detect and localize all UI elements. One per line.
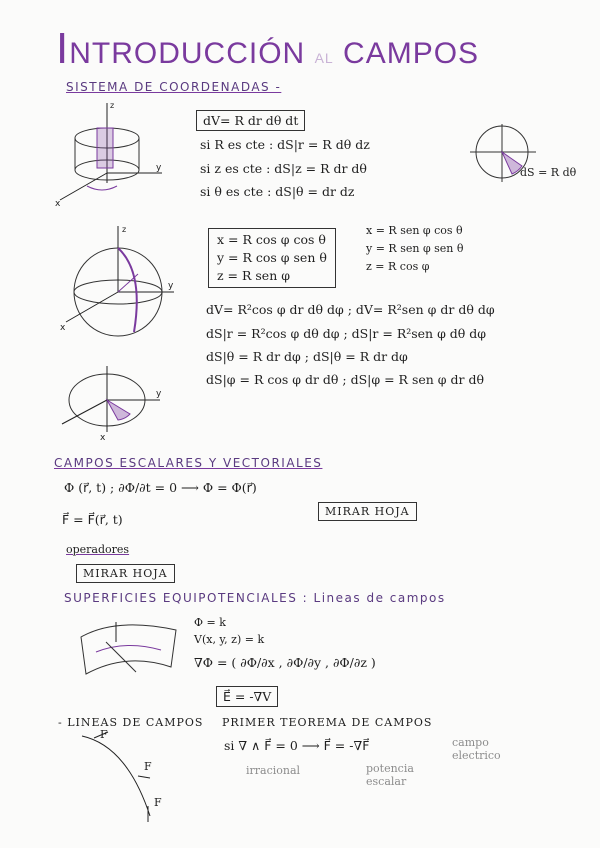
title-second: CAMPOS bbox=[343, 37, 480, 70]
section-fields-heading: CAMPOS ESCALARES Y VECTORIALES bbox=[54, 456, 323, 470]
f-label-3: F bbox=[154, 796, 162, 809]
svg-text:x: x bbox=[60, 323, 66, 333]
spherical-box bbox=[208, 228, 336, 288]
electric-note-2: electrico bbox=[452, 749, 501, 762]
mirar-hoja-badge: MIRAR HOJA bbox=[318, 502, 417, 521]
sphere-diagram bbox=[56, 222, 186, 342]
sph-line-4: dS|φ = R cos φ dr dθ ; dS|φ = R sen φ dr dθ bbox=[206, 372, 484, 387]
electric-field-note bbox=[452, 736, 501, 762]
sph-line-3: dS|θ = R dr dφ ; dS|θ = R dr dφ bbox=[206, 349, 408, 364]
potential-note-2: escalar bbox=[366, 775, 407, 788]
electric-note-1: campo bbox=[452, 736, 489, 749]
ds-label: dS = R dθ bbox=[520, 166, 577, 179]
f-label-2: F bbox=[144, 760, 152, 773]
gradient-line: ∇Φ = ( ∂Φ/∂x , ∂Φ/∂y , ∂Φ/∂z ) bbox=[194, 655, 376, 670]
svg-text:x: x bbox=[55, 199, 61, 208]
first-theorem-heading: PRIMER TEOREMA DE CAMPOS bbox=[222, 716, 433, 729]
ellipse-diagram bbox=[52, 362, 172, 442]
irrational-note: irracional bbox=[246, 764, 301, 777]
cyl-line-3: si θ es cte : dS|θ = dr dz bbox=[200, 184, 355, 199]
section-equipotential-heading: SUPERFICIES EQUIPOTENCIALES : Lineas de campos bbox=[64, 591, 446, 605]
cylinder-diagram bbox=[52, 98, 172, 208]
cyl-line-1: si R es cte : dS|r = R dθ dz bbox=[200, 137, 370, 152]
volume-element-box: dV= R dr dθ dt bbox=[196, 110, 305, 131]
title-first-letter: I bbox=[56, 24, 70, 73]
polar-diagram bbox=[460, 120, 550, 190]
sph-line-2: dS|r = R²cos φ dθ dφ ; dS|r = R²sen φ dθ dφ bbox=[206, 326, 487, 341]
svg-text:y: y bbox=[156, 163, 162, 173]
sph-line-1: dV= R²cos φ dr dθ dφ ; dV= R²sen φ dr dθ dφ bbox=[206, 302, 495, 317]
mirar-hoja-badge-2: MIRAR HOJA bbox=[76, 564, 175, 583]
title-rest: NTRODUCCIÓN bbox=[69, 37, 306, 70]
surface-diagram bbox=[76, 612, 186, 682]
operators-label: operadores bbox=[66, 543, 130, 556]
sph-z: z = R sen φ bbox=[217, 268, 290, 283]
theorem-equation: si ∇ ∧ F⃗ = 0 ⟶ F⃗ = -∇F⃗ bbox=[224, 738, 370, 753]
sph-alt-z: z = R cos φ bbox=[366, 260, 430, 273]
f-label-1: F bbox=[100, 728, 108, 741]
field-line-diagram bbox=[72, 726, 182, 826]
svg-text:z: z bbox=[110, 101, 115, 110]
svg-text:y: y bbox=[156, 389, 162, 399]
title-faint-word: AL bbox=[314, 50, 334, 66]
page-title bbox=[56, 24, 479, 74]
scalar-field-line: Φ (r⃗, t) ; ∂Φ/∂t = 0 ⟶ Φ = Φ(r⃗) bbox=[64, 480, 257, 495]
sph-alt-x: x = R sen φ cos θ bbox=[366, 224, 463, 237]
sph-y: y = R cos φ sen θ bbox=[217, 250, 327, 265]
section-coordinates-heading: SISTEMA DE COORDENADAS - bbox=[66, 80, 282, 94]
equi-line-1: Φ = k bbox=[194, 616, 226, 629]
vector-field-line: F⃗ = F⃗(r⃗, t) bbox=[62, 512, 123, 527]
potential-note bbox=[366, 762, 414, 788]
equi-line-2: V(x, y, z) = k bbox=[194, 633, 265, 646]
svg-text:y: y bbox=[168, 281, 174, 291]
sph-alt-y: y = R sen φ sen θ bbox=[366, 242, 464, 255]
potential-note-1: potencia bbox=[366, 762, 414, 775]
field-lines-label: - LINEAS DE CAMPOS bbox=[58, 716, 204, 729]
cyl-line-2: si z es cte : dS|z = R dr dθ bbox=[200, 161, 367, 176]
sph-x: x = R cos φ cos θ bbox=[217, 232, 326, 247]
spherical-alt bbox=[366, 222, 464, 276]
efield-box: E⃗ = -∇V bbox=[216, 686, 278, 707]
svg-text:z: z bbox=[122, 225, 127, 234]
svg-text:x: x bbox=[100, 433, 106, 442]
